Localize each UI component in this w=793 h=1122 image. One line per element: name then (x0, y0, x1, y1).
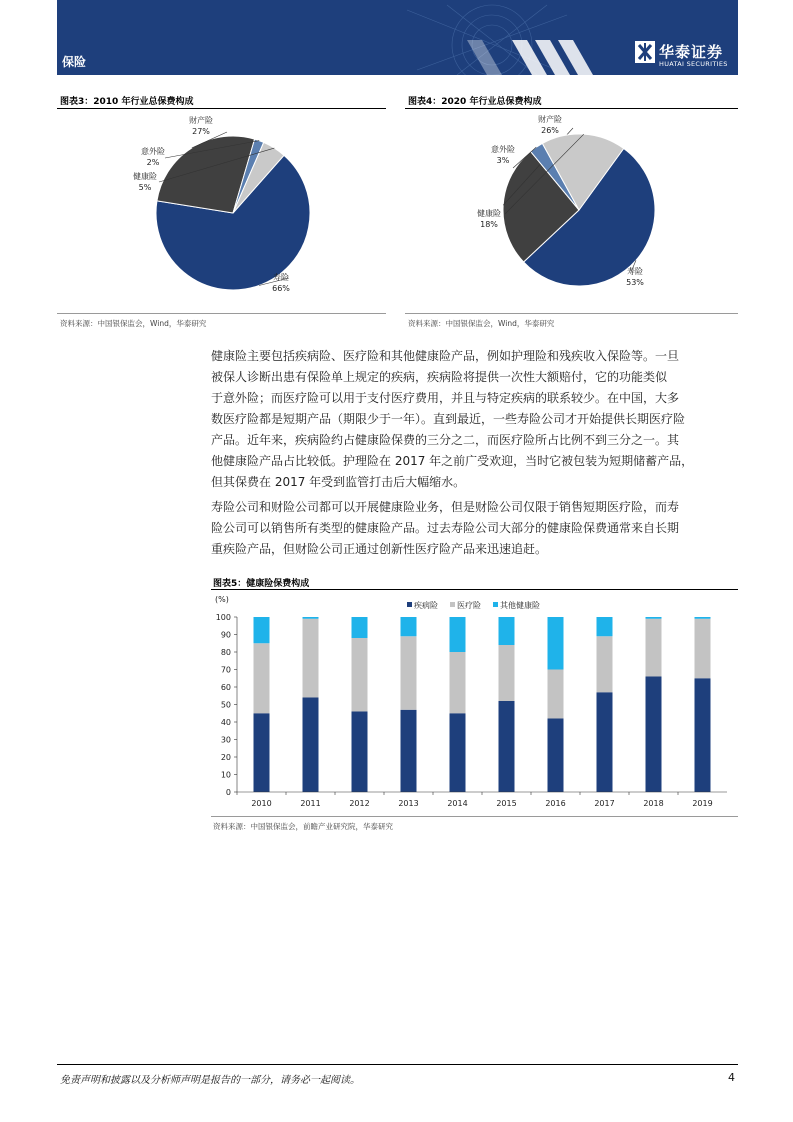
legend-swatch (450, 602, 455, 607)
fig4-top-rule (405, 108, 738, 109)
pie-label: 健康险 (477, 209, 501, 218)
x-tick-label: 2015 (496, 799, 517, 808)
fig4-pie-chart (405, 110, 738, 310)
y-tick-label: 90 (220, 630, 231, 640)
x-tick-label: 2016 (545, 799, 566, 808)
legend-swatch (493, 602, 498, 607)
bar-segment-disease (646, 677, 662, 793)
y-tick-label: 10 (220, 770, 231, 780)
bar-segment-medical (401, 636, 417, 710)
bar-segment-other (352, 617, 368, 638)
y-tick-label: 70 (220, 665, 231, 675)
fig3-title (60, 94, 193, 107)
section-title: 保险 (62, 55, 87, 69)
x-tick-label: 2014 (447, 799, 468, 808)
fig4-bottom-rule (405, 313, 738, 314)
para1-line: 数医疗险都是短期产品（期限少于一年）。直到最近，一些寿险公司才开始提供长期医疗险 (211, 412, 686, 426)
para2-line: 寿险公司和财险公司都可以开展健康险业务，但是财险公司仅限于销售短期医疗险，而寿 (211, 500, 680, 514)
fig4-source: 资料来源：中国银保监会，Wind，华泰研究 (408, 319, 555, 328)
bar-segment-other (499, 617, 515, 645)
bar-segment-disease (548, 719, 564, 793)
bar-segment-other (254, 617, 270, 643)
paragraph-1 (211, 346, 739, 493)
header-banner (57, 0, 738, 75)
logo-english: HUATAI SECURITIES (659, 60, 728, 68)
pie-label: 意外险 (141, 147, 165, 156)
para1-line: 于意外险；而医疗险可以用于支付医疗费用，并且与特定疾病的联系较少。在中国，大多 (211, 391, 680, 405)
fig4-title (408, 94, 541, 107)
legend-label: 疾病险 (414, 601, 438, 610)
fig5-source: 资料来源：中国银保监会，前瞻产业研究院，华泰研究 (213, 822, 393, 831)
legend-swatch (407, 602, 412, 607)
bar-segment-medical (254, 643, 270, 713)
para2-line: 险公司可以销售所有类型的健康险产品。过去寿险公司大部分的健康险保费通常来自长期 (211, 521, 680, 535)
x-tick-label: 2011 (300, 799, 321, 808)
paragraph-2 (211, 497, 739, 560)
banner-decoration (257, 0, 677, 75)
pie-label: 意外险 (491, 145, 515, 154)
x-tick-label: 2017 (594, 799, 615, 808)
fig5-title-text: 健康险保费构成 (246, 579, 310, 589)
pie-value-label: 3% (496, 156, 510, 165)
bar-segment-medical (695, 619, 711, 679)
x-tick-label: 2018 (643, 799, 664, 808)
para2-line: 重疾险产品，但财险公司正通过创新性医疗险产品来迅速追赶。 (211, 542, 548, 556)
y-axis-label: (%) (215, 595, 229, 604)
fig4-title-text: 2020 年行业总保费构成 (441, 97, 542, 107)
x-tick-label: 2019 (692, 799, 713, 808)
bar-segment-disease (303, 698, 319, 793)
bar-segment-disease (352, 712, 368, 793)
fig5-top-rule (211, 589, 738, 590)
bar-segment-other (548, 617, 564, 670)
bar-segment-disease (254, 713, 270, 792)
fig3-title-text: 2010 年行业总保费构成 (93, 97, 194, 107)
x-tick-label: 2010 (251, 799, 272, 808)
y-tick-label: 40 (220, 718, 231, 727)
bar-segment-other (401, 617, 417, 636)
page-number: 4 (728, 1071, 735, 1084)
y-tick-label: 100 (215, 613, 231, 622)
pie-label: 寿险 (627, 267, 643, 276)
para1-line: 被保人诊断出患有保险单上规定的疾病，疾病险将提供一次性大额赔付，它的功能类似 (211, 370, 668, 384)
huatai-logo-icon (635, 41, 655, 63)
pie-value-label: 5% (138, 183, 152, 192)
bar-segment-disease (401, 710, 417, 792)
para1-line: 产品。近年来，疾病险约占健康险保费的三分之二，而医疗险所占比例不到三分之一。其 (211, 433, 680, 447)
bar-segment-medical (303, 619, 319, 698)
y-tick-label: 80 (220, 648, 231, 657)
fig5-bottom-rule (211, 816, 738, 817)
y-tick-label: 50 (220, 700, 231, 710)
bar-segment-medical (646, 619, 662, 677)
y-tick-label: 30 (220, 735, 231, 745)
y-tick-label: 0 (225, 788, 231, 797)
fig3-top-rule (57, 108, 386, 109)
para1-line: 他健康险产品占比较低。护理险在 2017 年之前广受欢迎，当时它被包装为短期储蓄产品， (211, 454, 694, 468)
pie-value-label: 2% (146, 158, 160, 167)
x-tick-label: 2012 (349, 799, 370, 808)
pie-value-label: 66% (272, 284, 290, 293)
pie-label: 健康险 (133, 172, 157, 181)
fig4-label: 图表4： (408, 97, 442, 107)
pie-label: 财产险 (538, 115, 562, 124)
bar-segment-disease (450, 713, 466, 792)
pie-label: 寿险 (273, 273, 289, 282)
x-tick-label: 2013 (398, 799, 419, 808)
para1-line: 但其保费在 2017 年受到监管打击后大幅缩水。 (211, 475, 466, 489)
legend-label: 其他健康险 (500, 601, 540, 610)
y-tick-label: 60 (220, 683, 231, 692)
footer-rule (57, 1064, 738, 1065)
bar-segment-disease (695, 678, 711, 792)
bar-segment-other (450, 617, 466, 652)
fig5-label: 图表5： (213, 579, 247, 589)
bar-segment-other (646, 617, 662, 619)
fig3-source: 资料来源：中国银保监会，Wind，华泰研究 (60, 319, 207, 328)
bar-segment-medical (597, 636, 613, 692)
bar-segment-other (695, 617, 711, 619)
pie-value-label: 27% (192, 127, 210, 136)
bar-segment-other (303, 617, 319, 619)
pie-value-label: 53% (626, 278, 644, 287)
pie-value-label: 18% (480, 220, 498, 229)
bar-segment-medical (352, 638, 368, 712)
pie-label: 财产险 (189, 116, 213, 125)
bar-segment-medical (450, 652, 466, 713)
legend-label: 医疗险 (457, 601, 481, 610)
bar-segment-medical (548, 670, 564, 719)
fig3-bottom-rule (57, 313, 386, 314)
y-tick-label: 20 (220, 753, 231, 762)
pie-value-label: 26% (541, 126, 559, 135)
bar-segment-medical (499, 645, 515, 701)
para1-line: 健康险主要包括疾病险、医疗险和其他健康险产品，例如护理险和残疾收入保险等。一旦 (211, 349, 680, 363)
fig3-pie-chart (57, 110, 387, 310)
fig3-label: 图表3： (60, 97, 94, 107)
logo-chinese: 华泰证券 (659, 43, 724, 61)
bar-segment-other (597, 617, 613, 636)
fig5-bar-chart (211, 591, 738, 815)
fig5-title (213, 576, 309, 589)
footer-disclaimer: 免责声明和披露以及分析师声明是报告的一部分，请务必一起阅读。 (60, 1075, 360, 1086)
bar-segment-disease (597, 692, 613, 792)
bar-segment-disease (499, 701, 515, 792)
